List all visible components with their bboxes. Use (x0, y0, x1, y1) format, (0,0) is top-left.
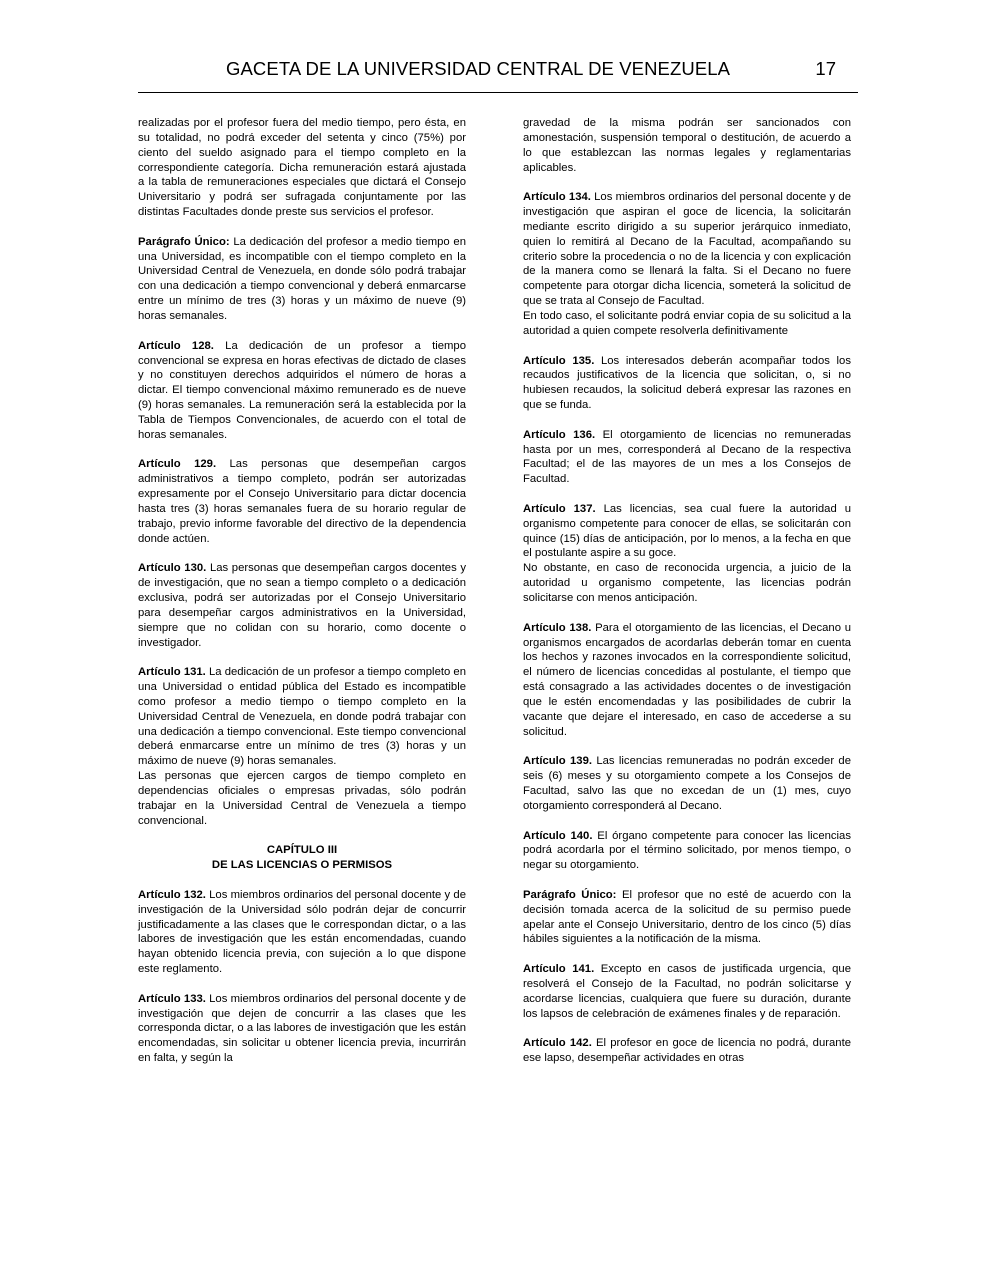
left-column (138, 116, 466, 1066)
paragraph-text: En todo caso, el solicitante podrá enviar copia de su solicitud a la autoridad a quien compete resolverla definitivamente (523, 309, 851, 337)
articulo-label: Artículo 131. (138, 666, 206, 679)
articulo-text: Las licencias remuneradas no podrán exceder de seis (6) meses y su otorgamiento compete a los Consejos de Facultad, salvo las que no excedan de un (1) mes, cuyo otorgamiento corresponderá al Decano. (523, 755, 851, 812)
articulo-label: Artículo 140. (523, 829, 593, 842)
chapter-number: CAPÍTULO III (266, 844, 338, 857)
articulo-text: La dedicación de un profesor a tiempo completo en una Universidad o entidad pública del Estado es incompatible como profesor a medio tiempo o tiempo completo en la Universidad Central de Venezuela, en donde podrá trabajar con una dedicación a tiempo convencional. Este tiempo convencional deberá enmarcarse entre un mínimo de tres (3) horas y un máximo de nueve (9) horas semanales. (138, 666, 466, 768)
articulo-text: Para el otorgamiento de las licencias, el Decano u organismos encargados de acordarlas deberán tomar en cuenta los hechos y razones invocados en la correspondiente solicitud, el número de licencias concedidas al postulante, el tiempo que está consagrado a las actividades docentes o de investigación que le estén encomendadas y las posibilidades de cubrir la vacante que dejare el interesado, en caso de accederse a su solicitud. (523, 621, 851, 738)
articulo-text: Los miembros ordinarios del personal docente y de investigación que dejen de concurrir a las clases que les corresponda dictar, o a las labores de investigación que les están encomendadas, sin solicitar u obtener licencia previa, incurrirán en falta, y según la (138, 992, 466, 1065)
articulo-138 (523, 621, 851, 740)
articulo-140 (523, 829, 851, 874)
articulo-134 (523, 190, 851, 309)
articulo-133 (138, 992, 466, 1066)
gazette-title: GACETA DE LA UNIVERSIDAD CENTRAL DE VENEZUELA (226, 58, 731, 79)
articulo-132 (138, 888, 466, 977)
page-header (138, 58, 858, 93)
articulo-131-continuation (138, 769, 466, 828)
articulo-135 (523, 354, 851, 413)
articulo-text: El profesor en goce de licencia no podrá, durante ese lapso, desempeñar actividades en otras (523, 1037, 851, 1065)
articulo-text: Los miembros ordinarios del personal docente y de investigación que aspiran el goce de licencia, la solicitarán mediante escrito dirigido a su superior jerárquico inmediato, quien lo remitirá al Decano de la Facultad, acompañando su criterio sobre la procedencia o no de la licencia y con explicación de la manera como se llenará la falta. Si el Decano no fuere competente para otorgar dicha licencia, someterá la solicitud de que se trata al Consejo de Facultad. (523, 191, 851, 308)
paragraph-text: No obstante, en caso de reconocida urgencia, a juicio de la autoridad u organismo competente, las licencias podrán solicitarse con menos anticipación. (523, 562, 851, 604)
articulo-text: El otorgamiento de licencias no remuneradas hasta por un mes, corresponderá al Decano de la respectiva Facultad; el de las mayores de un mes a los Consejos de Facultad. (523, 428, 851, 486)
articulo-130 (138, 561, 466, 650)
paragrafo-text: La dedicación del profesor a medio tiempo en una Universidad, es incompatible con el tiempo completo en la Universidad Central de Venezuela, en donde sólo podrá trabajar con una dedicación a tiempo convencional y deberá enmarcarse entre un mínimo de tres (3) horas y un máximo de nueve (9) horas semanales. (138, 235, 466, 322)
articulo-text: Excepto en casos de justificada urgencia, que resolverá el Consejo de la Facultad, no podrán solicitarse y acordarse licencias, cualquiera que fuere su duración, durante los lapsos de celebración de exámenes finales y de reparación. (523, 963, 851, 1020)
paragraph-continuation (138, 116, 466, 220)
articulo-text: La dedicación de un profesor a tiempo convencional se expresa en horas efectivas de dictado de clases y no constituyen derechos adquiridos el número de horas a dictar. El tiempo convencional máximo remunerado es de nueve (9) horas semanales. La remuneración será la establecida por la Tabla de Tiempos Convencionales, de acuerdo con el total de horas semanales. (138, 339, 466, 441)
right-column (523, 116, 851, 1066)
articulo-label: Artículo 138. (523, 621, 592, 634)
paragrafo-unico-1 (138, 235, 466, 324)
articulo-label: Artículo 139. (523, 755, 593, 768)
articulo-131 (138, 665, 466, 769)
articulo-text: Los interesados deberán acompañar todos los recaudos justificativos de la licencia que solicitan, o, si no hubiesen recaudos, la solicitud deberá expresar las razones en que se funda. (523, 354, 851, 412)
articulo-139 (523, 754, 851, 813)
page-number: 17 (815, 58, 836, 79)
articulo-text: El órgano competente para conocer las licencias podrá acordarla por el término solicitado, por menos tiempo, o negar su otorgamiento. (523, 829, 851, 872)
paragraph-text: realizadas por el profesor fuera del medio tiempo, pero ésta, en su totalidad, no podrá exceder del setenta y cinco (75%) por ciento del sueldo asignado para el tiempo completo en la correspondiente categoría. Dicha remuneración estará ajustada a la tabla de remuneraciones especiales que dictará el Consejo Universitario y podrá ser sufragada conjuntamente por las distintas Facultades donde preste sus servicios el profesor. (138, 117, 466, 219)
chapter-heading (138, 843, 466, 873)
articulo-128 (138, 339, 466, 443)
articulo-label: Artículo 128. (138, 339, 214, 352)
articulo-label: Artículo 136. (523, 428, 596, 441)
articulo-141 (523, 962, 851, 1021)
paragrafo-unico-2 (523, 888, 851, 947)
articulo-label: Artículo 130. (138, 562, 207, 575)
articulo-137-continuation (523, 561, 851, 606)
paragraph-text: Las personas que ejercen cargos de tiempo completo en dependencias oficiales o empresas privadas, sólo podrán trabajar en la Universidad Central de Venezuela a tiempo convencional. (138, 770, 466, 827)
chapter-title: DE LAS LICENCIAS O PERMISOS (211, 859, 393, 872)
articulo-text: Los miembros ordinarios del personal docente y de investigación de la Universidad sólo podrán dejar de concurrir justificadamente a las clases que le correspondan dictar, o a las labores de investigación que les están encomendadas, cuando hayan obtenido licencia previa, con sujeción a lo que dispone este reglamento. (138, 888, 466, 976)
articulo-label: Artículo 142. (523, 1037, 592, 1050)
articulo-text: Las personas que desempeñan cargos docentes y de investigación, que no sean a tiempo completo o a dedicación exclusiva, podrá ser autorizadas por el Consejo Universitario para desempeñar cargos administrativos en la Universidad, siempre que no colidan con su horario, como docente o investigador. (138, 562, 467, 649)
articulo-label: Artículo 133. (138, 992, 206, 1005)
articulo-136 (523, 428, 851, 487)
paragrafo-text: El profesor que no esté de acuerdo con la decisión tomada acerca de la solicitud de su permiso puede apelar ante el Consejo Universitario, dentro de los cinco (5) días hábiles siguientes a la notificación de la misma. (523, 888, 851, 946)
paragrafo-label: Parágrafo Único: (523, 888, 617, 901)
paragraph-continuation (523, 116, 851, 175)
articulo-137 (523, 502, 851, 561)
articulo-142 (523, 1036, 851, 1066)
paragraph-text: gravedad de la misma podrán ser sancionados con amonestación, suspensión temporal o destitución, de acuerdo a lo que establezcan las normas legales y reglamentarias aplicables. (523, 117, 851, 174)
articulo-129 (138, 457, 466, 546)
articulo-label: Artículo 137. (523, 502, 596, 515)
articulo-label: Artículo 129. (138, 458, 217, 471)
articulo-label: Artículo 134. (523, 191, 591, 204)
articulo-text: Las personas que desempeñan cargos administrativos a tiempo completo, podrán ser autorizadas expresamente por el Consejo Universitario para dictar docencia hasta tres (3) horas semanales fuera de su horario regular de trabajo, previo informe favorable del directivo de la dependencia donde actúen. (138, 458, 466, 545)
articulo-label: Artículo 135. (523, 354, 595, 367)
articulo-134-continuation (523, 309, 851, 339)
articulo-label: Artículo 141. (523, 963, 595, 976)
paragrafo-label: Parágrafo Único: (138, 235, 230, 248)
articulo-label: Artículo 132. (138, 888, 206, 901)
articulo-text: Las licencias, sea cual fuere la autoridad u organismo competente para conocer de ellas, se solicitarán con quince (15) días de anticipación, por lo menos, a la fecha en que el postulante aspire a su goce. (523, 502, 851, 560)
